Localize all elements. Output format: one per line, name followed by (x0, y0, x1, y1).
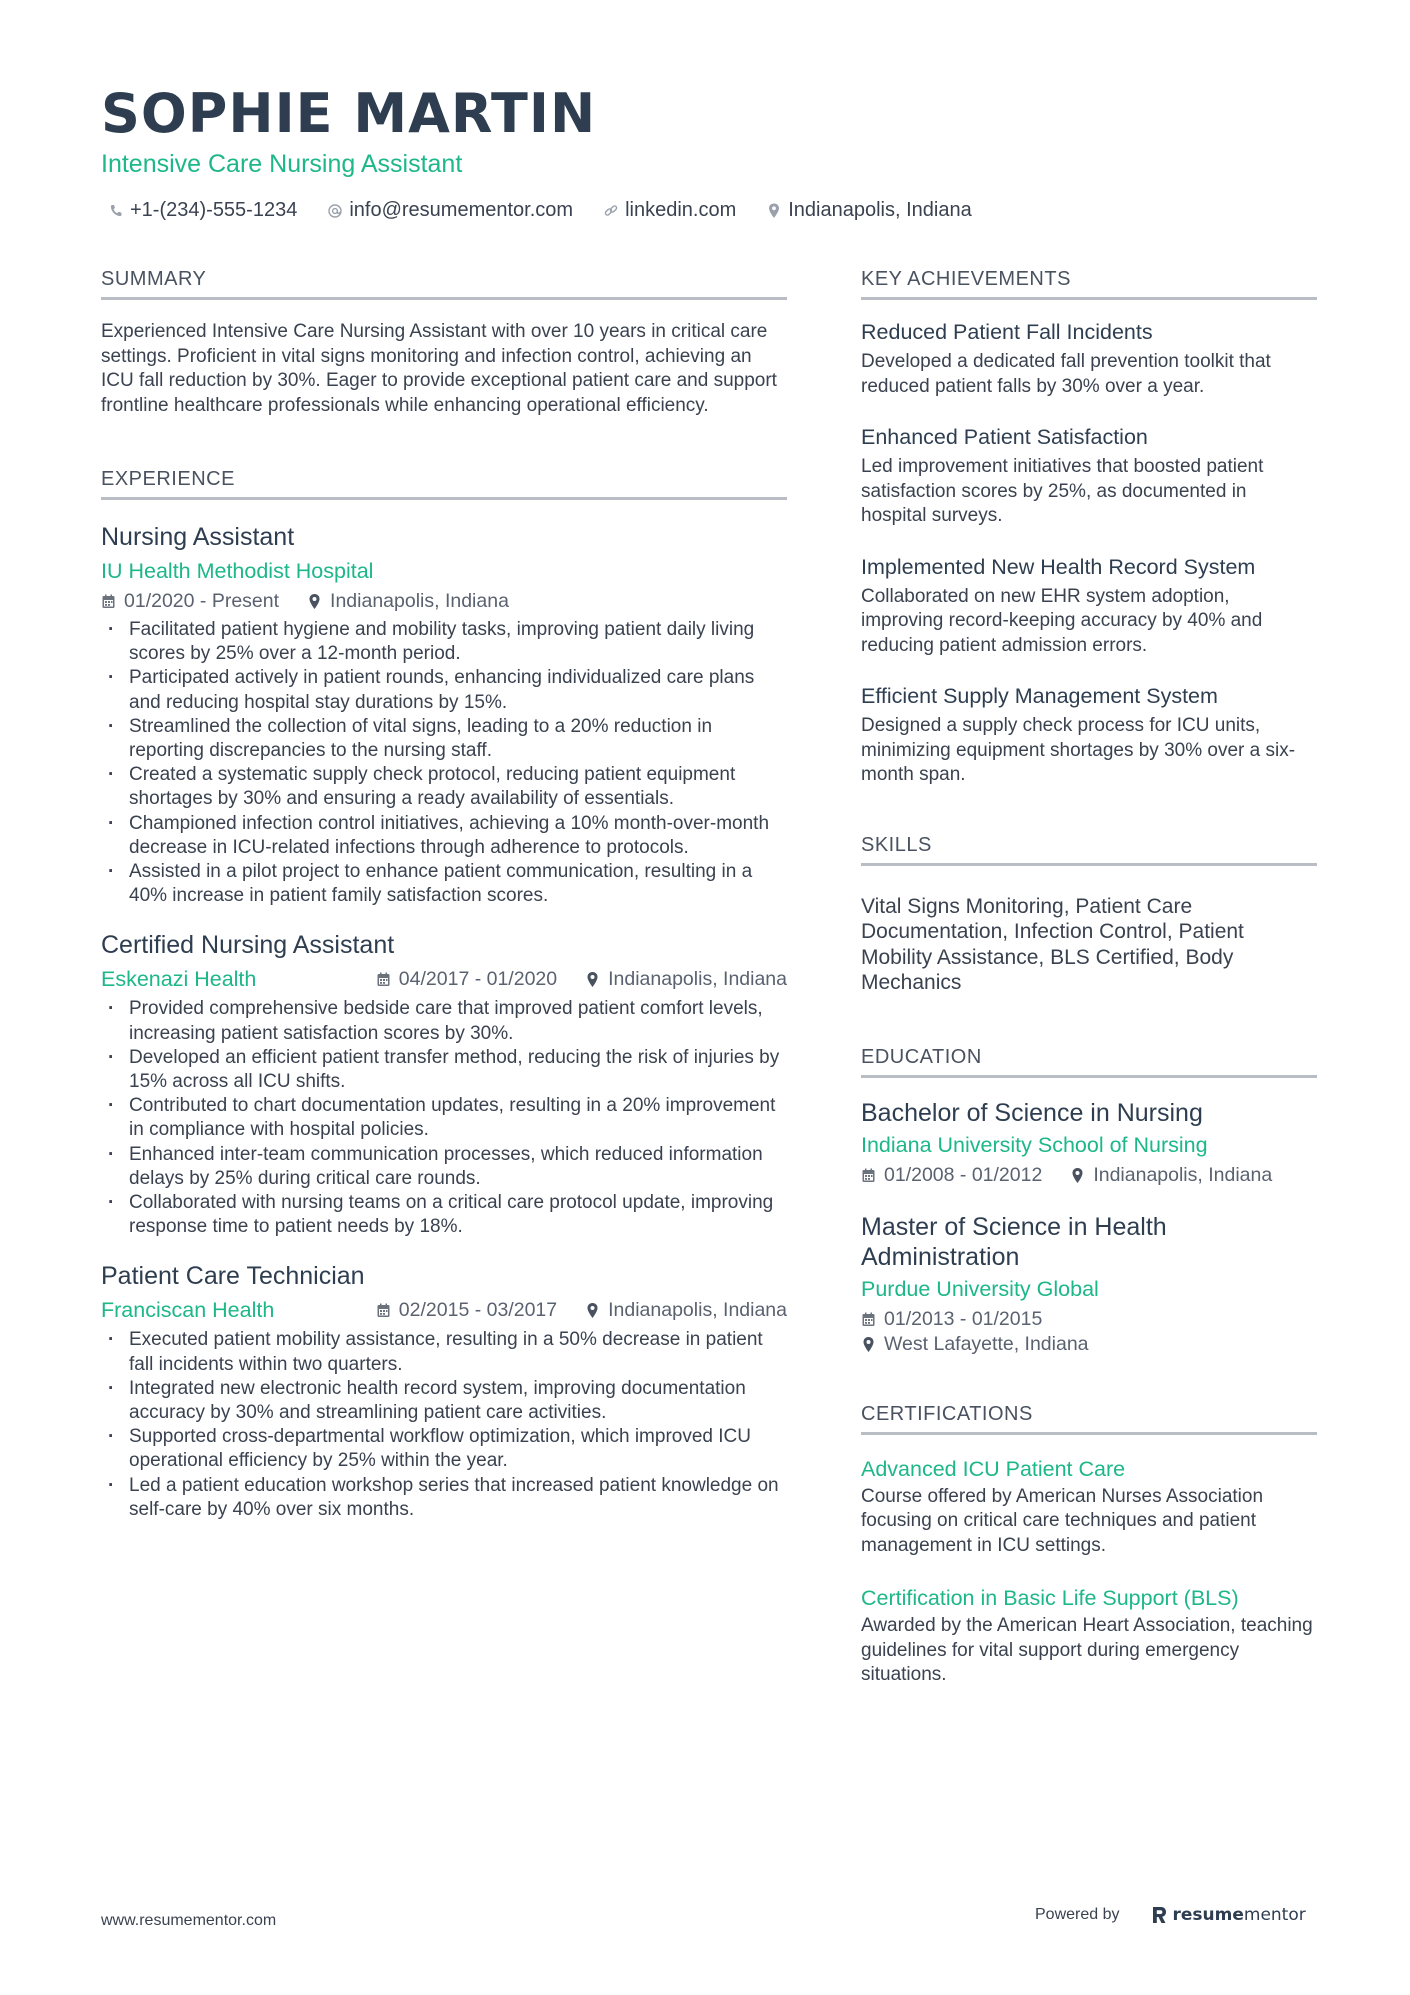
job-org: Franciscan Health (101, 1298, 275, 1323)
certification-title: Certification in Basic Life Support (BLS) (861, 1586, 1239, 1610)
location-pin-icon (766, 202, 782, 220)
bullet-item: · Participated actively in patient rounds, enhancing individualized care plans and reducing hospital stay durations by 15%. (101, 666, 787, 714)
location-pin-icon (307, 593, 322, 610)
experience-heading: EXPERIENCE (101, 468, 787, 500)
job-location (585, 1298, 787, 1323)
job-location-text: Indianapolis, Indiana (330, 590, 509, 612)
education-item (861, 1212, 1317, 1357)
job-dates (376, 1298, 557, 1323)
job-location (307, 589, 509, 614)
job-entry (101, 1261, 787, 1522)
education-dates (861, 1307, 1317, 1332)
achievement-desc: Designed a supply check process for ICU units, minimizing equipment shortages by 30% over a six-month span. (861, 715, 1296, 785)
job-title: Patient Care Technician (101, 1262, 365, 1291)
contact-location (766, 199, 971, 222)
skills-heading: SKILLS (861, 834, 1317, 866)
job-bullets (101, 997, 787, 1239)
certification-item (861, 1455, 1317, 1559)
job-location (585, 967, 787, 992)
link-icon (603, 202, 619, 220)
achievement-desc: Led improvement initiatives that boosted patient satisfaction scores by 25%, as documented in hospital surveys. (861, 456, 1264, 526)
achievement-title: Implemented New Health Record System (861, 554, 1256, 579)
job-location-text: Indianapolis, Indiana (608, 968, 787, 991)
contact-phone[interactable] (108, 199, 297, 222)
achievement-desc: Collaborated on new EHR system adoption, improving record-keeping accuracy by 40% and reducing patient admission errors. (861, 585, 1263, 656)
bullet-item: · Led a patient education workshop series that increased patient knowledge on self-care by 40% over six months. (101, 1474, 787, 1522)
location-pin-icon (1070, 1167, 1085, 1184)
skills-text: Vital Signs Monitoring, Patient Care Documentation, Infection Control, Patient Mobility Assistance, BLS Certified, Body Mechanics (861, 894, 1244, 994)
achievement-title: Enhanced Patient Satisfaction (861, 425, 1148, 449)
education-school: Indiana University School of Nursing (861, 1132, 1208, 1157)
bullet-item: · Integrated new electronic health record system, improving documentation accuracy by 30% and streamlining patient care activities. (101, 1377, 787, 1425)
linkedin-text: linkedin.com (625, 199, 737, 221)
email-text: info@resumementor.com (349, 199, 574, 221)
education-location (861, 1332, 1317, 1357)
achievement-title: Efficient Supply Management System (861, 684, 1218, 708)
calendar-icon (376, 1302, 391, 1319)
footer-powered-by[interactable] (1035, 1905, 1306, 1925)
achievement-item (861, 423, 1317, 529)
job-entry (101, 930, 787, 1239)
calendar-icon (861, 1167, 876, 1184)
education-item (861, 1098, 1317, 1188)
left-column (101, 268, 787, 1544)
contact-linkedin[interactable] (603, 199, 736, 222)
job-location-text: Indianapolis, Indiana (608, 1299, 787, 1322)
at-icon (327, 202, 343, 220)
calendar-icon (861, 1311, 876, 1328)
location-pin-icon (585, 971, 600, 988)
job-dates (101, 589, 279, 614)
job-dates (376, 967, 557, 992)
bullet-item: · Streamlined the collection of vital signs, leading to a 20% reduction in reporting discrepancies to the nursing staff. (101, 715, 787, 763)
education-meta (861, 1163, 1317, 1188)
right-column (861, 268, 1317, 1714)
footer-website[interactable]: www.resumementor.com (101, 1912, 277, 1929)
job-dates-text: 02/2015 - 03/2017 (398, 1299, 558, 1322)
education-dates-wrap (861, 1307, 1042, 1332)
job-entry (101, 522, 787, 908)
job-org-row (101, 1297, 787, 1324)
bullet-item: · Supported cross-departmental workflow optimization, which improved ICU operational efficiency by 25% within the year. (101, 1425, 787, 1473)
education-school: Purdue University Global (861, 1276, 1099, 1301)
achievement-desc: Developed a dedicated fall prevention toolkit that reduced patient falls by 30% over a year. (861, 351, 1271, 397)
bullet-item: · Enhanced inter-team communication processes, which reduced information delays by 25% during critical care rounds. (101, 1143, 787, 1191)
candidate-name: SOPHIE MARTIN (101, 82, 597, 145)
certification-item (861, 1584, 1317, 1688)
education-location-text: West Lafayette, Indiana (884, 1332, 1089, 1355)
brand-logo[interactable] (1150, 1905, 1306, 1925)
phone-icon (108, 202, 124, 220)
achievement-item (861, 318, 1317, 399)
job-title: Nursing Assistant (101, 523, 295, 551)
certification-desc: Course offered by American Nurses Association focusing on critical care techniques and patient management in ICU settings. (861, 1485, 1264, 1556)
location-pin-icon (585, 1302, 600, 1319)
location-text: Indianapolis, Indiana (788, 199, 972, 221)
job-bullets (101, 618, 787, 908)
job-bullets (101, 1328, 787, 1522)
education-degree: Master of Science in Health Administration (861, 1212, 1167, 1271)
bullet-item: · Provided comprehensive bedside care that improved patient comfort levels, increasing patient satisfaction scores by 30%. (101, 997, 787, 1045)
bullet-item: · Collaborated with nursing teams on a critical care protocol update, improving response time to patient needs by 18%. (101, 1191, 787, 1239)
job-meta (101, 589, 787, 614)
achievements-heading: KEY ACHIEVEMENTS (861, 268, 1317, 300)
bullet-item: · Contributed to chart documentation updates, resulting in a 20% improvement in compliance with hospital policies. (101, 1094, 787, 1142)
candidate-role: Intensive Care Nursing Assistant (101, 150, 463, 178)
education-location (1070, 1163, 1272, 1188)
bullet-item: · Assisted in a pilot project to enhance patient communication, resulting in a 40% increase in patient family satisfaction scores. (101, 860, 787, 908)
resumementor-logo-icon (1150, 1905, 1168, 1925)
calendar-icon (101, 593, 116, 610)
certifications-heading: CERTIFICATIONS (861, 1403, 1317, 1435)
location-pin-icon (861, 1336, 876, 1353)
achievement-item (861, 553, 1317, 659)
education-location-wrap (861, 1332, 1089, 1357)
achievement-title: Reduced Patient Fall Incidents (861, 320, 1153, 344)
powered-by-label: Powered by (1035, 1906, 1120, 1923)
summary-text: Experienced Intensive Care Nursing Assistant with over 10 years in critical care settings. Proficient in vital signs monitoring and infection control, achieving an ICU fall reduction by 30%. Eager to provide exceptional patient care and support frontline healthcare professionals while enhancing operational efficiency. (101, 321, 777, 416)
education-dates-text: 01/2013 - 01/2015 (884, 1307, 1043, 1330)
job-dates-text: 04/2017 - 01/2020 (398, 968, 558, 991)
job-org: IU Health Methodist Hospital (101, 559, 374, 583)
job-org-row (101, 966, 787, 993)
contact-email[interactable] (327, 199, 573, 222)
job-org: Eskenazi Health (101, 967, 257, 992)
job-meta (376, 1298, 787, 1323)
job-meta (376, 967, 787, 992)
education-dates (861, 1163, 1042, 1188)
certification-desc: Awarded by the American Heart Association, teaching guidelines for vital support during emergency situations. (861, 1615, 1313, 1685)
brand-light: mentor (1243, 1905, 1306, 1925)
education-location-text: Indianapolis, Indiana (1093, 1163, 1273, 1186)
job-title: Certified Nursing Assistant (101, 931, 395, 960)
bullet-item: · Championed infection control initiatives, achieving a 10% month-over-month decrease in ICU-related infections through adherence to protocols. (101, 812, 787, 860)
bullet-item: · Executed patient mobility assistance, resulting in a 50% decrease in patient fall incidents within two quarters. (101, 1328, 787, 1376)
education-heading: EDUCATION (861, 1046, 1317, 1078)
bullet-item: · Facilitated patient hygiene and mobility tasks, improving patient daily living scores by 25% over a 12-month period. (101, 618, 787, 666)
achievement-item (861, 682, 1317, 788)
bullet-item: · Created a systematic supply check protocol, reducing patient equipment shortages by 30% and ensuring a ready availability of essentials. (101, 763, 787, 811)
phone-text: +1-(234)-555-1234 (130, 199, 298, 221)
certification-title: Advanced ICU Patient Care (861, 1456, 1126, 1481)
bullet-item: · Developed an efficient patient transfer method, reducing the risk of injuries by 15% across all ICU shifts. (101, 1046, 787, 1094)
contact-bar (108, 199, 1002, 222)
brand-bold: resume (1172, 1905, 1244, 1925)
education-dates-text: 01/2008 - 01/2012 (884, 1163, 1043, 1186)
summary-heading: SUMMARY (101, 268, 787, 300)
job-dates-text: 01/2020 - Present (124, 590, 280, 612)
education-degree: Bachelor of Science in Nursing (861, 1098, 1203, 1127)
calendar-icon (376, 971, 391, 988)
